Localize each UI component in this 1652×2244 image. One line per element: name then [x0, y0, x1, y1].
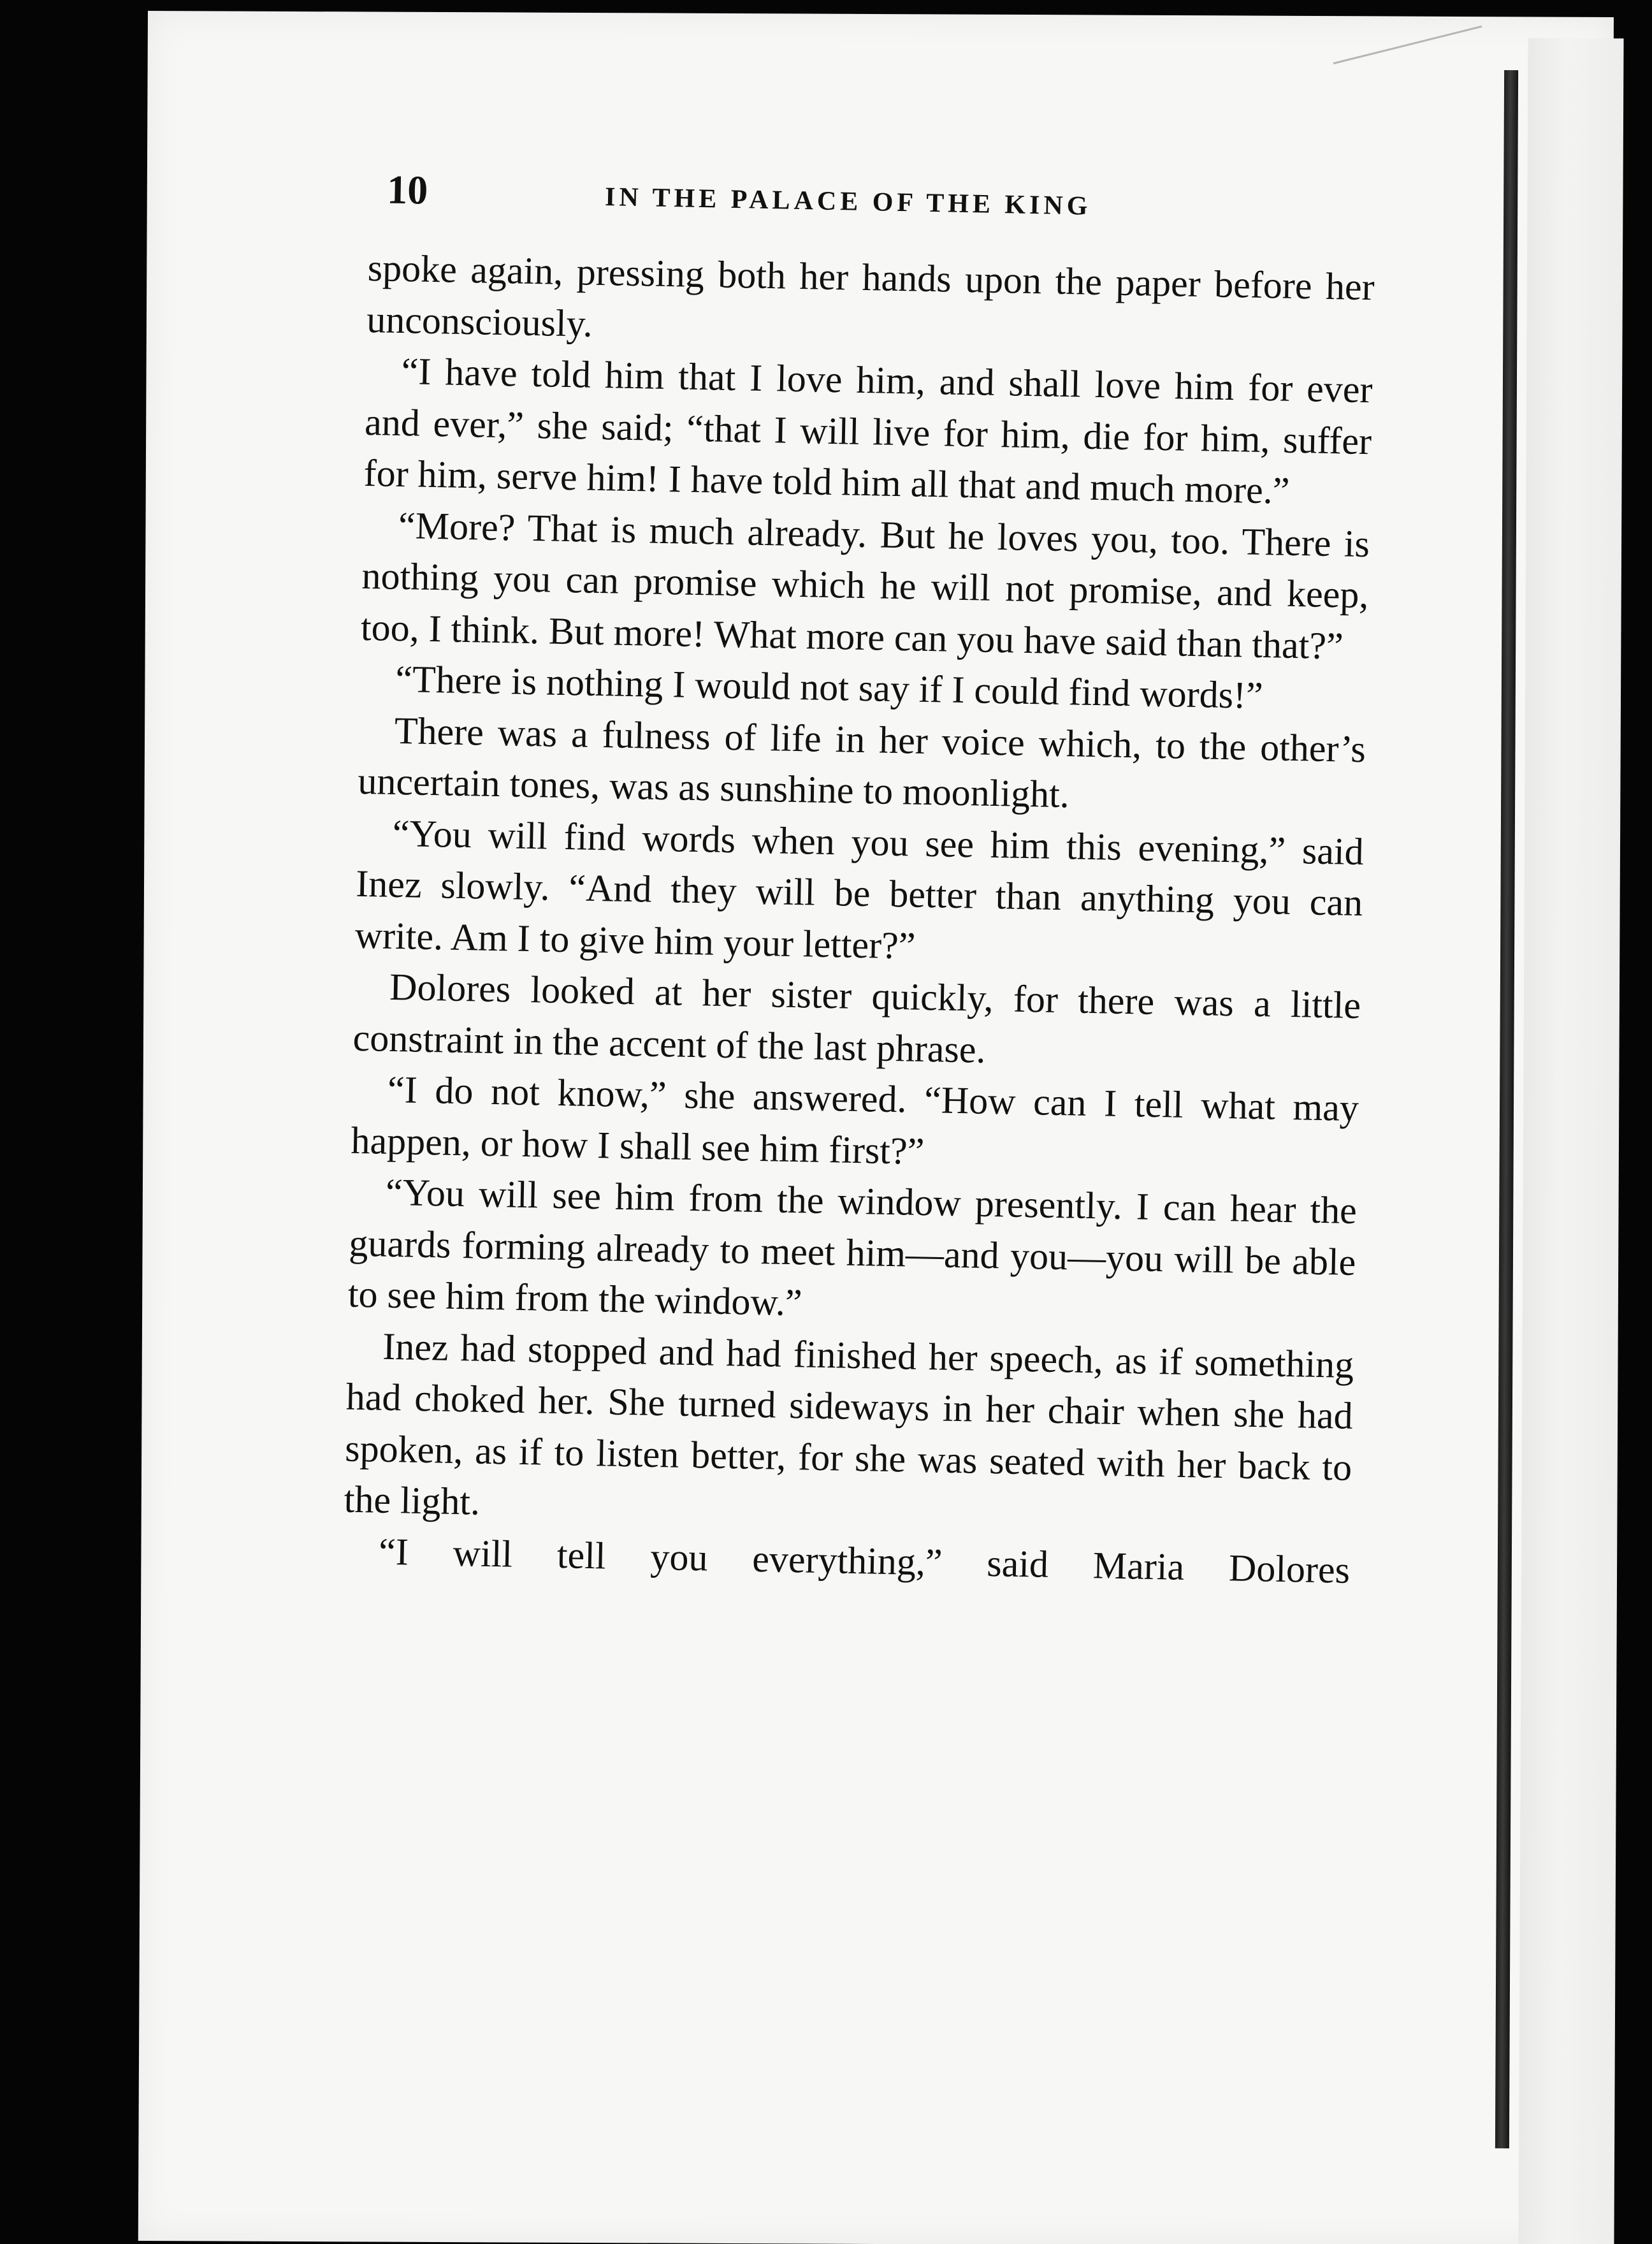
paragraph: “I will tell you everything,” said Maria Dolores: [378, 1530, 1351, 1591]
paragraph: “More? That is much already. But he loves you, too. There is nothing you can promise which he will not promise, and keep, too, I think. But more! What more can you have said than that?”: [360, 504, 1370, 667]
paragraph: “You will see him from the window presently. I can hear the guards forming already to meet him—and you—you will be able to see him from the window.”: [347, 1170, 1358, 1324]
page-content: [343, 166, 1377, 1596]
facing-page-edge: [1518, 38, 1623, 2244]
paragraph: Dolores looked at her sister quickly, for there was a little constraint in the accent of the last phrase.: [352, 965, 1361, 1071]
page-number: 10: [386, 166, 428, 213]
paragraph: There was a fulness of life in her voice which, to the other’s uncertain tones, was as sunshine to moonlight.: [357, 709, 1366, 816]
paragraph: Inez had stopped and had finished her speech, as if something had choked her. She turned sideways in her chair when she had spoken, as if to listen better, for she was seated with her back to the light.: [344, 1325, 1354, 1523]
paragraph: “I do not know,” she answered. “How can I tell what may happen, or how I shall see him first?”: [351, 1068, 1359, 1172]
body-text: [343, 242, 1375, 1596]
paragraph: “I have told him that I love him, and shall love him for ever and ever,” she said; “that I will live for him, die for him, suffer for him, serve him! I have told him all that and much more.”: [363, 350, 1373, 512]
running-title: IN THE PALACE OF THE KING: [604, 182, 1092, 221]
paragraph: “There is nothing I would not say if I could find words!”: [395, 657, 1264, 717]
paragraph: “You will find words when you see him this evening,” said Inez slowly. “And they will be better than anything you can write. Am I to give him your letter?”: [354, 812, 1365, 967]
paragraph: spoke again, pressing both her hands upon the paper before her unconsciously.: [366, 246, 1375, 345]
